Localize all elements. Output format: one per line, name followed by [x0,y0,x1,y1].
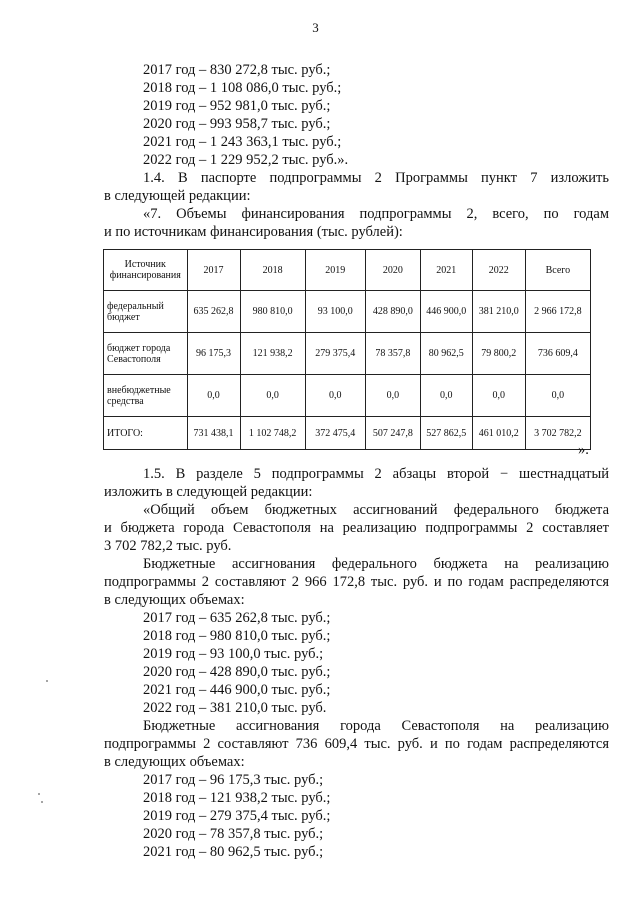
list-item: 2020 год – 428 890,0 тыс. руб.; [143,664,331,680]
table-cell: 121 938,2 [240,333,305,375]
table-cell: 78 357,8 [365,333,420,375]
paragraph-line: подпрограммы 2 составляют 736 609,4 тыс. руб. и по годам распределяются [104,736,609,752]
list-item: 2018 год – 1 108 086,0 тыс. руб.; [143,80,342,96]
list-item: 2022 год – 381 210,0 тыс. руб. [143,700,327,716]
paragraph-line: 1.4. В паспорте подпрограммы 2 Программы пункт 7 изложить [143,170,609,186]
table-cell: 635 262,8 [187,291,240,333]
table-header-cell: 2019 [305,250,365,291]
list-item: 2022 год – 1 229 952,2 тыс. руб.». [143,152,349,168]
list-item: 2018 год – 980 810,0 тыс. руб.; [143,628,331,644]
list-item: 2019 год – 952 981,0 тыс. руб.; [143,98,331,114]
table-cell: ИТОГО: [104,417,188,450]
paragraph-line: 3 702 782,2 тыс. руб. [104,538,232,554]
list-item: 2017 год – 96 175,3 тыс. руб.; [143,772,324,788]
table-cell: 731 438,1 [187,417,240,450]
table-row [104,375,591,417]
table-row [104,333,591,375]
table-cell: 0,0 [187,375,240,417]
table-row [104,291,591,333]
list-item: 2018 год – 121 938,2 тыс. руб.; [143,790,331,806]
table-cell: внебюджетные средства [104,375,188,417]
list-item: 2019 год – 279 375,4 тыс. руб.; [143,808,331,824]
list-item: 2020 год – 78 357,8 тыс. руб.; [143,826,324,842]
table-cell: 79 800,2 [472,333,525,375]
list-item: 2019 год – 93 100,0 тыс. руб.; [143,646,324,662]
paragraph-line: и по источникам финансирования (тыс. рублей): [104,224,403,240]
paragraph-line: Бюджетные ассигнования города Севастополя на реализацию [143,718,609,734]
table-cell: 93 100,0 [305,291,365,333]
table-cell: 527 862,5 [420,417,472,450]
table-header-cell: Источник финансирования [104,250,188,291]
table-cell: 372 475,4 [305,417,365,450]
table-header-cell: 2018 [240,250,305,291]
list-item: 2021 год – 1 243 363,1 тыс. руб.; [143,134,342,150]
list-item: 2021 год – 80 962,5 тыс. руб.; [143,844,324,860]
table-cell: 0,0 [365,375,420,417]
paragraph-line: «7. Объемы финансирования подпрограммы 2, всего, по годам [143,206,609,222]
paragraph-line: 1.5. В разделе 5 подпрограммы 2 абзацы второй − шестнадцатый [143,466,609,482]
table-cell: 428 890,0 [365,291,420,333]
paragraph-line: в следующих объемах: [104,754,245,770]
table-header-cell: 2022 [472,250,525,291]
table-cell: 980 810,0 [240,291,305,333]
paragraph-line: в следующей редакции: [104,188,251,204]
table-cell: 0,0 [472,375,525,417]
table-cell: 446 900,0 [420,291,472,333]
paragraph-line: в следующих объемах: [104,592,245,608]
page-number: 3 [312,20,319,35]
table-cell: 0,0 [240,375,305,417]
paragraph-line: изложить в следующей редакции: [104,484,313,500]
table-cell: 0,0 [420,375,472,417]
table-header-cell: Всего [525,250,590,291]
table-total-row [104,417,591,450]
table-cell: 2 966 172,8 [525,291,590,333]
table-cell: 461 010,2 [472,417,525,450]
table-header-cell: 2020 [365,250,420,291]
table-cell: 0,0 [525,375,590,417]
table-cell: 507 247,8 [365,417,420,450]
paragraph-line: подпрограммы 2 составляют 2 966 172,8 тыс. руб. и по годам распределяются [104,574,609,590]
paragraph-line: и бюджета города Севастополя на реализацию подпрограммы 2 составляет [104,520,609,536]
list-item: 2017 год – 635 262,8 тыс. руб.; [143,610,331,626]
table-cell: 80 962,5 [420,333,472,375]
paragraph-line: Бюджетные ассигнования федерального бюджета на реализацию [143,556,609,572]
list-item: 2020 год – 993 958,7 тыс. руб.; [143,116,331,132]
list-item: 2017 год – 830 272,8 тыс. руб.; [143,62,331,78]
table-cell: 381 210,0 [472,291,525,333]
table-cell: федеральный бюджет [104,291,188,333]
closing-quote: ». [578,442,589,458]
table-cell: 96 175,3 [187,333,240,375]
table-header-cell: 2017 [187,250,240,291]
table-cell: 3 702 782,2 [525,417,590,450]
table-cell: бюджет города Севастополя [104,333,188,375]
table-cell: 0,0 [305,375,365,417]
table-cell: 279 375,4 [305,333,365,375]
financing-table [103,249,591,450]
paragraph-line: «Общий объем бюджетных ассигнований федерального бюджета [143,502,609,518]
table-cell: 1 102 748,2 [240,417,305,450]
table-header-cell: 2021 [420,250,472,291]
table-cell: 736 609,4 [525,333,590,375]
table-header-row [104,250,591,291]
list-item: 2021 год – 446 900,0 тыс. руб.; [143,682,331,698]
